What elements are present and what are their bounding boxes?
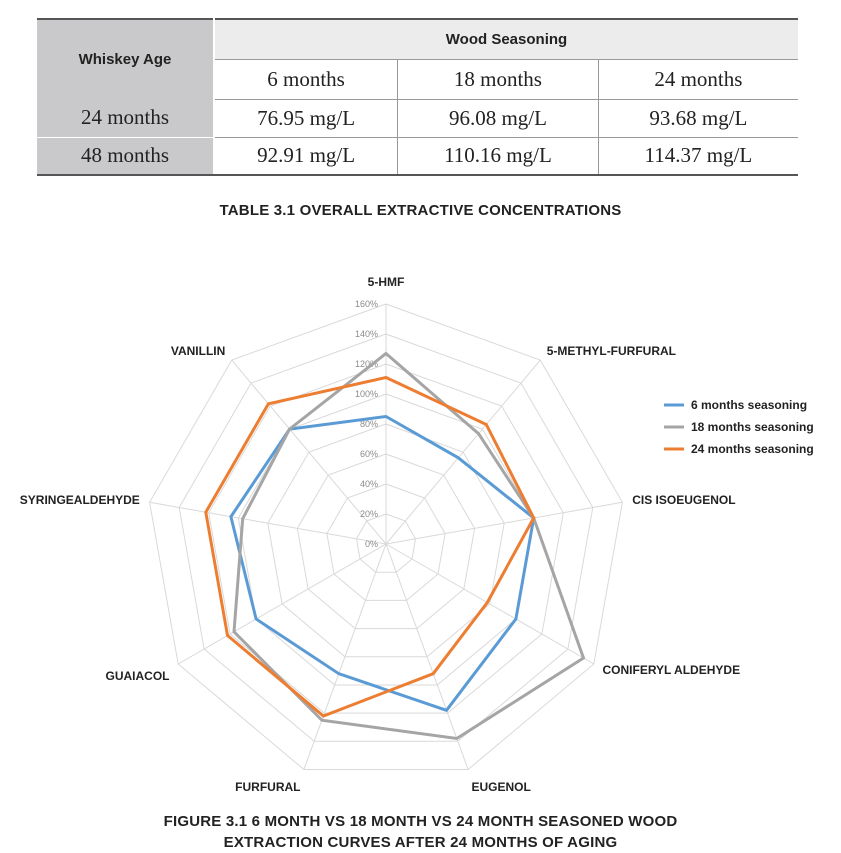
column-header: 6 months (214, 59, 398, 99)
axis-label: CIS ISOEUGENOL (632, 493, 736, 508)
radar-axis-labels (20, 275, 740, 794)
table-cell: 76.95 mg/L (214, 99, 398, 137)
grid-spoke (386, 502, 622, 544)
tick-label: 40% (359, 479, 378, 489)
corner-header: Whiskey Age (37, 19, 214, 99)
column-header: 24 months (598, 59, 798, 99)
tick-label: 140% (354, 329, 378, 339)
legend-label: 18 months seasoning (691, 420, 814, 434)
figure-caption-line-2: EXTRACTION CURVES AFTER 24 MONTHS OF AGING (223, 834, 618, 851)
radar-series (206, 354, 584, 739)
grid-spoke (150, 502, 386, 544)
axis-label: GUAIACOL (105, 669, 170, 683)
row-label: 24 months (37, 99, 214, 137)
axis-label: 5-METHYL-FURFURAL (546, 344, 677, 358)
tick-label: 120% (354, 359, 378, 369)
table-cell: 96.08 mg/L (398, 99, 599, 137)
legend-label: 6 months seasoning (691, 398, 808, 412)
row-label: 48 months (37, 137, 214, 175)
axis-label: SYRINGEALDEHYDE (19, 493, 140, 508)
table-cell: 114.37 mg/L (598, 137, 798, 175)
legend-label: 24 months seasoning (691, 442, 814, 456)
axis-label: FURFURAL (235, 779, 301, 794)
axis-label: EUGENOL (471, 779, 531, 794)
axis-label: 5-HMF (367, 275, 405, 289)
series-line (231, 417, 534, 711)
table-cell: 93.68 mg/L (598, 99, 798, 137)
tick-label: 160% (354, 299, 378, 309)
figure-caption (0, 811, 841, 853)
grid-spoke (178, 544, 386, 664)
tick-label: 80% (359, 419, 378, 429)
figure-caption-line-1: FIGURE 3.1 6 MONTH VS 18 MONTH VS 24 MONTH SEASONED WOOD (163, 813, 678, 830)
table-cell: 92.91 mg/L (214, 137, 398, 175)
tick-label: 100% (354, 389, 378, 399)
tick-label: 20% (359, 509, 378, 519)
axis-label: CONIFERYL ALDEHYDE (602, 663, 741, 677)
group-header: Wood Seasoning (214, 19, 798, 59)
tick-label: 60% (359, 449, 378, 459)
table-caption: TABLE 3.1 OVERALL EXTRACTIVE CONCENTRATIONS (219, 202, 622, 219)
column-header: 18 months (398, 59, 599, 99)
grid-spoke (386, 544, 594, 664)
axis-label: VANILLIN (170, 344, 226, 358)
chart-legend (664, 398, 814, 456)
table-cell: 110.16 mg/L (398, 137, 599, 175)
radar-grid (150, 304, 623, 770)
tick-label: 0% (364, 539, 378, 549)
